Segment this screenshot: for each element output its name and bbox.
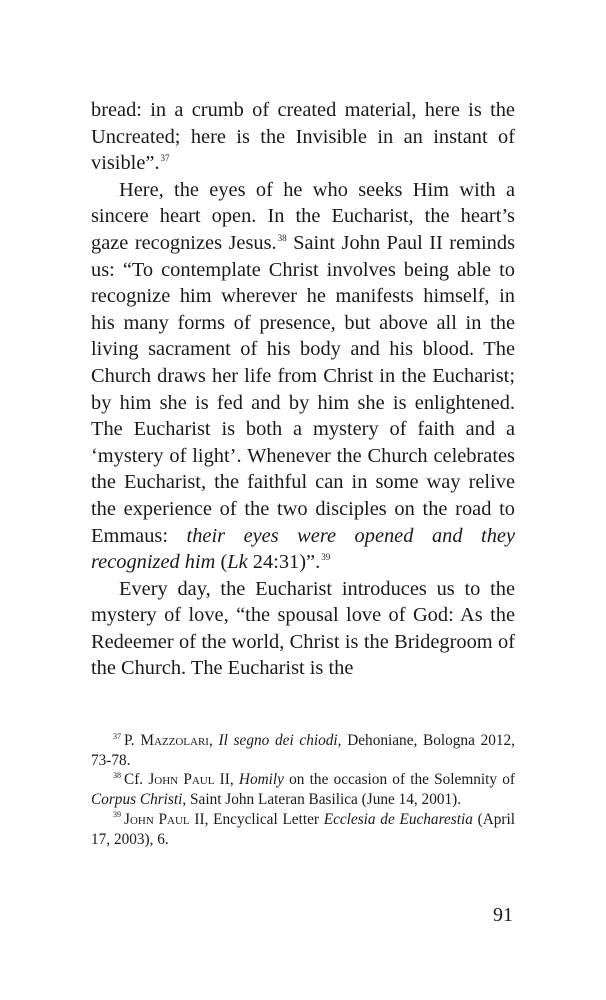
- italic-text: Corpus Christi: [91, 791, 183, 809]
- small-caps-text: John Paul: [124, 810, 190, 828]
- italic-text: Homily: [238, 771, 284, 789]
- page-body: [91, 97, 515, 682]
- paragraph: [91, 177, 515, 576]
- footnote-reference: 38: [277, 232, 287, 243]
- footnote-number: 37: [113, 731, 121, 741]
- text-run: Cf.: [124, 771, 149, 789]
- text-run: Here, the eyes of he who seeks Him with a sincere heart open. In the Eucharist, the heart’s gaze recognizes Jesus.: [91, 178, 515, 254]
- page-number: 91: [493, 904, 513, 926]
- text-run: Every day, the Eucharist introduces us to the mystery of love, “the spousal love of God: As the Redeemer of the world, Christ is the Bridegroom of the Church. The Eucharist is the: [91, 577, 515, 680]
- footnote: [91, 731, 515, 770]
- body-text: [91, 97, 515, 682]
- text-run: , Saint John Lateran Basilica (June 14, 2001).: [182, 791, 462, 809]
- footnotes: [91, 731, 515, 849]
- italic-text: their eyes were opened and they recognized him: [91, 524, 515, 574]
- small-caps-text: Mazzolari: [140, 732, 209, 749]
- footnote-reference: 39: [321, 552, 331, 562]
- small-caps-text: John Paul: [148, 771, 215, 789]
- text-run: Saint John Paul II reminds us: “To contemplate Christ involves being able to recognize him wherever he manifests himself, in his many forms of presence, but above all in the living sacrament of his body and his blood. The Church draws her life from Christ in the Eucharist; by him she is fed and by him she is enlightened. The Eucharist is both a mystery of faith and a ‘mystery of light’. Whenever the Church celebrates the Eucharist, the faithful can in some way relive the experience of the two disciples on the road to Emmaus:: [91, 231, 515, 547]
- text-run: II, Encyclical Letter: [189, 810, 324, 828]
- text-run: bread: in a crumb of created material, here is the Uncreated; here is the Invisible in an instant of visible”.: [91, 99, 515, 175]
- text-run: , Dehoniane, Bologna 2012, 73-78.: [91, 732, 516, 769]
- footnote: [91, 810, 515, 849]
- italic-text: Lk: [227, 551, 248, 574]
- footnote-number: 38: [113, 771, 121, 781]
- text-run: P.: [124, 732, 141, 749]
- text-run: ,: [208, 732, 219, 749]
- paragraph: [91, 97, 515, 177]
- italic-text: Il segno dei chiodi: [218, 732, 338, 749]
- footnote: [91, 770, 515, 809]
- text-run: 24:31)”.: [247, 551, 321, 574]
- italic-text: Ecclesia de Eucharestia: [323, 810, 473, 828]
- footnote-reference: 37: [160, 153, 170, 164]
- text-run: (: [215, 551, 228, 574]
- footnote-number: 39: [113, 810, 121, 820]
- text-run: on the occasion of the Solemnity of: [283, 771, 515, 789]
- paragraph: [91, 576, 515, 682]
- text-run: (April 17, 2003), 6.: [91, 810, 515, 848]
- text-run: II,: [214, 771, 239, 789]
